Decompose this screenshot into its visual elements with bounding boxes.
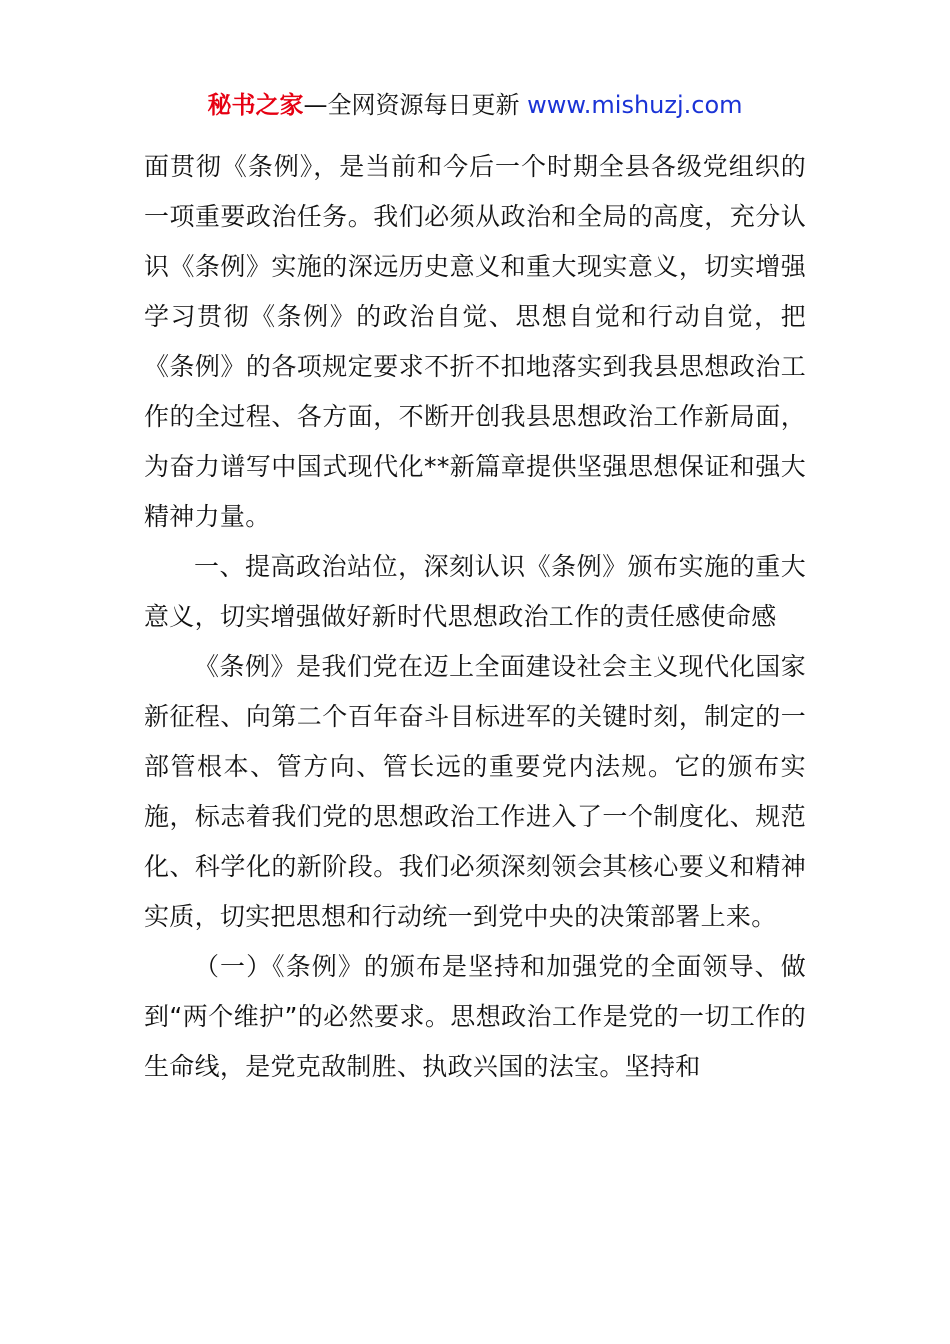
site-url-link[interactable]: www.mishuzj.com xyxy=(527,91,743,119)
document-body xyxy=(144,142,806,1092)
paragraph-body: 《条例》是我们党在迈上全面建设社会主义现代化国家新征程、向第二个百年奋斗目标进军的关键时刻，制定的一部管根本、管方向、管长远的重要党内法规。它的颁布实施，标志着我们党的思想政治工作进入了一个制度化、规范化、科学化的新阶段。我们必须深刻领会其核心要义和精神实质，切实把思想和行动统一到党中央的决策部署上来。 xyxy=(144,652,806,931)
site-tagline: —全网资源每日更新 xyxy=(303,91,528,119)
site-header xyxy=(0,88,950,122)
site-brand: 秘书之家 xyxy=(207,91,304,119)
paragraph-intro: 面贯彻《条例》，是当前和今后一个时期全县各级党组织的一项重要政治任务。我们必须从政治和全局的高度，充分认识《条例》实施的深远历史意义和重大现实意义，切实增强学习贯彻《条例》的政治自觉、思想自觉和行动自觉，把《条例》的各项规定要求不折不扣地落实到我县思想政治工作的全过程、各方面，不断开创我县思想政治工作新局面，为奋力谱写中国式现代化**新篇章提供坚强思想保证和强大精神力量。 xyxy=(144,152,806,531)
paragraph-subsection-1: （一）《条例》的颁布是坚持和加强党的全面领导、做到“两个维护”的必然要求。思想政治工作是党的一切工作的生命线，是党克敌制胜、执政兴国的法宝。坚持和 xyxy=(144,952,806,1081)
section-heading: 一、提高政治站位，深刻认识《条例》颁布实施的重大意义，切实增强做好新时代思想政治工作的责任感使命感 xyxy=(144,552,806,631)
